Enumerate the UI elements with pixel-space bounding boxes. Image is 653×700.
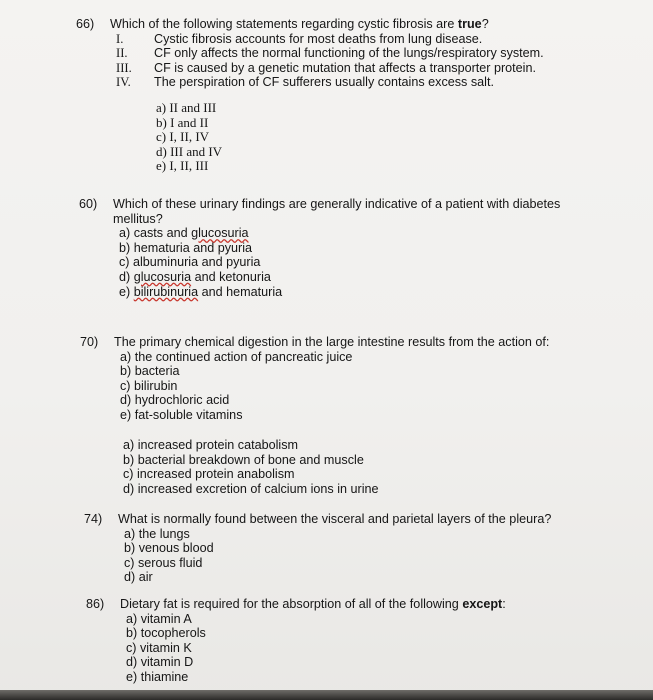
answer-option: e) bilirubinuria and hematuria	[119, 284, 283, 299]
answer-option: a) casts and glucosuria	[119, 226, 249, 241]
question-stem-continued: mellitus?	[113, 211, 163, 226]
answer-option: b) venous blood	[124, 541, 214, 556]
answer-option: b) bacterial breakdown of bone and muscle	[123, 452, 364, 467]
answer-option: b) I and II	[156, 114, 209, 130]
statement: I. Cystic fibrosis accounts for most deaths from lung disease.	[116, 31, 483, 46]
answer-option: c) serous fluid	[124, 555, 203, 570]
question-number: 70)	[80, 335, 99, 349]
answer-option: d) air	[124, 570, 153, 585]
answer-options	[79, 226, 560, 299]
question-number: 66)	[76, 17, 95, 31]
answer-option: d) glucosuria and ketonuria	[119, 269, 271, 284]
question-number: 74)	[84, 512, 103, 526]
answer-option: e) fat-soluble vitamins	[120, 407, 243, 422]
answer-option: a) vitamin A	[126, 611, 192, 626]
answer-options	[84, 527, 551, 585]
question-stem: Dietary fat is required for the absorption of all of the following except:	[120, 597, 506, 611]
question-stem: The primary chemical digestion in the large intestine results from the action of:	[114, 335, 550, 349]
answer-option: a) the continued action of pancreatic juice	[120, 349, 353, 364]
orphan-question	[83, 438, 379, 496]
question-60	[79, 197, 560, 299]
answer-option: c) I, II, IV	[156, 129, 210, 145]
answer-option: e) thiamine	[126, 669, 189, 684]
answer-option: a) II and III	[156, 99, 217, 115]
answer-option: c) increased protein anabolism	[123, 467, 295, 482]
statement: III. CF is caused by a genetic mutation that affects a transporter protein.	[116, 60, 536, 75]
answer-option: d) hydrochloric acid	[120, 393, 230, 408]
statement: IV. The perspiration of CF sufferers usually contains excess salt.	[116, 75, 494, 90]
page-edge-shadow	[0, 690, 653, 700]
answer-option: a) increased protein catabolism	[123, 438, 299, 452]
answer-options	[80, 350, 549, 423]
question-stem: Which of these urinary findings are generally indicative of a patient with diabetes	[113, 197, 561, 211]
question-70	[80, 335, 549, 423]
question-stem: What is normally found between the visceral and parietal layers of the pleura?	[118, 512, 552, 526]
question-66	[76, 17, 544, 174]
answer-options	[86, 612, 506, 685]
question-74	[84, 512, 551, 585]
answer-option: d) increased excretion of calcium ions in urine	[123, 481, 379, 496]
answer-option: e) I, II, III	[156, 158, 209, 174]
answer-option: b) bacteria	[120, 364, 180, 379]
answer-option: b) hematuria and pyuria	[119, 240, 253, 255]
question-number: 86)	[86, 597, 105, 611]
answer-option: c) vitamin K	[126, 640, 192, 655]
statement: II. CF only affects the normal functioning of the lungs/respiratory system.	[116, 46, 544, 61]
answer-option: b) tocopherols	[126, 626, 206, 641]
answer-options	[83, 438, 379, 496]
answer-option: d) III and IV	[156, 143, 223, 159]
answer-options	[76, 101, 544, 174]
question-number: 60)	[79, 197, 98, 211]
answer-option: c) bilirubin	[120, 378, 178, 393]
answer-option: a) the lungs	[124, 526, 190, 541]
question-stem: Which of the following statements regarding cystic fibrosis are true?	[110, 17, 489, 31]
answer-option: c) albuminuria and pyuria	[119, 255, 261, 270]
answer-option: d) vitamin D	[126, 655, 194, 670]
question-86	[86, 597, 506, 685]
statement-list	[76, 32, 544, 90]
